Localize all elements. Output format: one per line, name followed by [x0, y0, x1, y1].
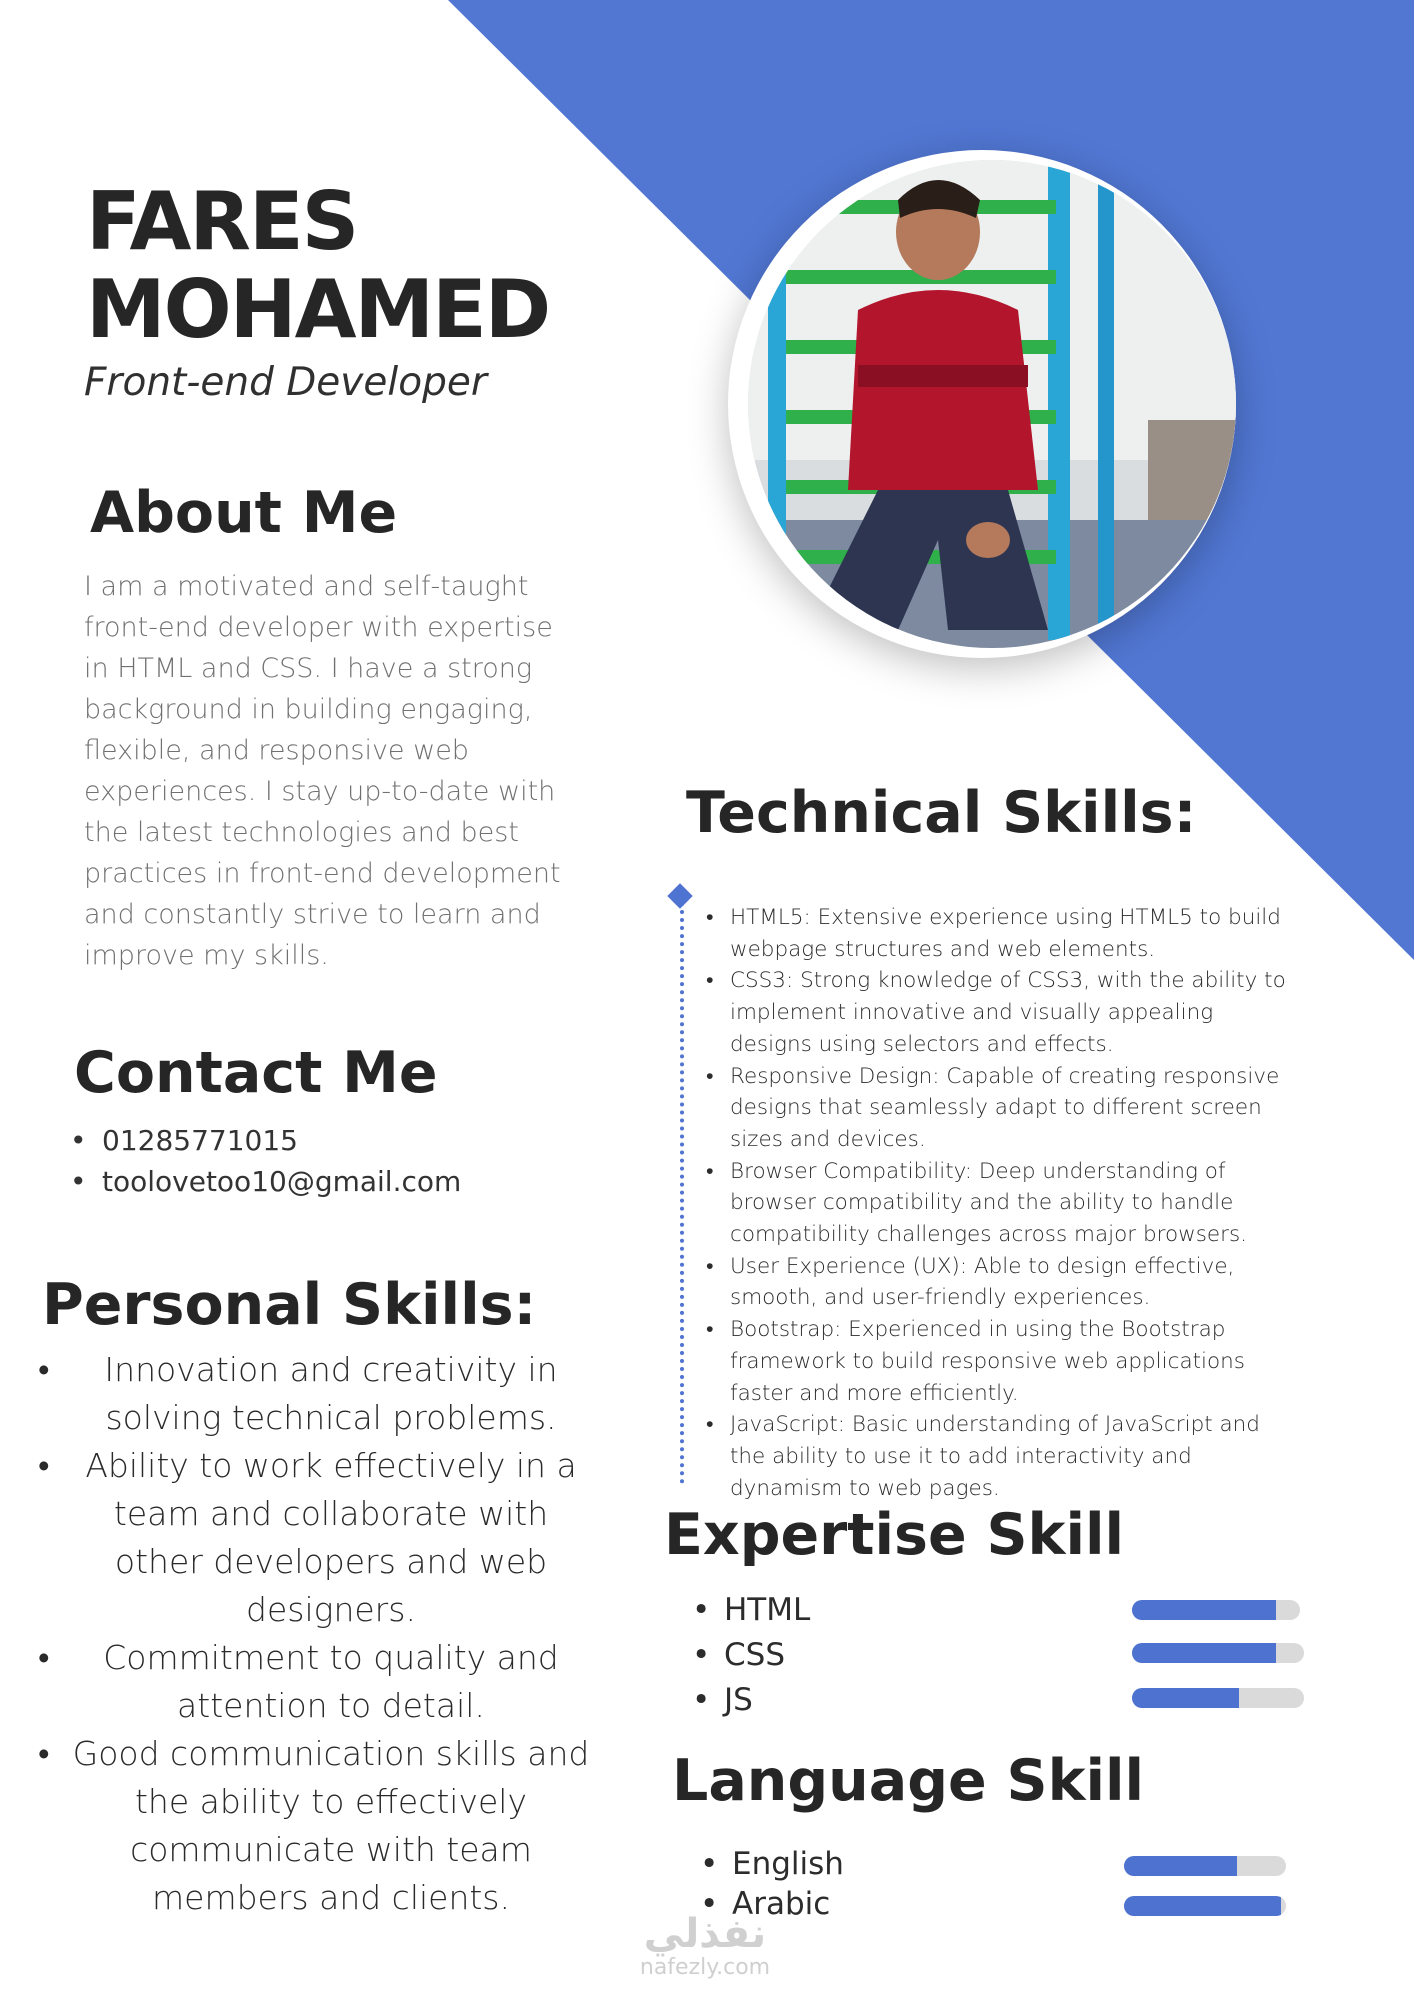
watermark-arabic: نفذلي	[643, 1911, 767, 1957]
expertise-bar-fill	[1132, 1643, 1276, 1663]
language-bar-english	[1124, 1856, 1286, 1876]
technical-skill-item: • User Experience (UX): Able to design effective, smooth, and user-friendly experiences.	[700, 1251, 1290, 1314]
expertise-skill-html: • HTML	[686, 1588, 810, 1633]
expertise-heading: Expertise Skill	[664, 1502, 1125, 1568]
expertise-bar-js	[1132, 1688, 1304, 1708]
expertise-skill-js: • JS	[686, 1678, 810, 1723]
profile-photo	[748, 160, 1236, 648]
last-name: MOHAMED	[86, 263, 550, 356]
language-arabic: • Arabic	[694, 1884, 844, 1924]
personal-skill-item: • Innovation and creativity in solving technical problems.	[30, 1346, 590, 1442]
contact-email[interactable]: • toolovetoo10@gmail.com	[66, 1161, 461, 1202]
watermark-latin: nafezly.com	[639, 1955, 771, 1980]
personal-skills-list	[30, 1346, 590, 1922]
expertise-skill-css: • CSS	[686, 1633, 810, 1678]
portrait-photo-icon	[748, 160, 1236, 648]
language-heading: Language Skill	[672, 1748, 1145, 1814]
language-bar-fill	[1124, 1896, 1281, 1916]
technical-skill-item: • HTML5: Extensive experience using HTML5 to build webpage structures and web elements.	[700, 902, 1290, 965]
technical-skill-item: • Bootstrap: Experienced in using the Bootstrap framework to build responsive web applications faster and more efficiently.	[700, 1314, 1290, 1409]
language-bar-fill	[1124, 1856, 1237, 1876]
personal-skill-item: • Commitment to quality and attention to detail.	[30, 1634, 590, 1730]
personal-skill-item: • Good communication skills and the ability to effectively communicate with team members and clients.	[30, 1730, 590, 1922]
expertise-list	[686, 1588, 810, 1723]
about-heading: About Me	[90, 480, 398, 546]
expertise-bar-html	[1132, 1600, 1300, 1620]
personal-skills-heading: Personal Skills:	[42, 1272, 537, 1338]
job-title: Front-end Developer	[84, 360, 487, 405]
technical-skills-heading: Technical Skills:	[686, 780, 1197, 846]
expertise-bar-fill	[1132, 1600, 1276, 1620]
expertise-bar-css	[1132, 1643, 1304, 1663]
contact-heading: Contact Me	[74, 1040, 438, 1106]
technical-skill-item: • Browser Compatibility: Deep understanding of browser compatibility and the ability to handle compatibility challenges across major browsers.	[700, 1156, 1290, 1251]
technical-skill-item: • JavaScript: Basic understanding of JavaScript and the ability to use it to add interactivity and dynamism to web pages.	[700, 1409, 1290, 1504]
expertise-bar-fill	[1132, 1688, 1239, 1708]
first-name: FARES	[86, 175, 358, 268]
contact-phone: • 01285771015	[66, 1120, 461, 1161]
candidate-name	[86, 175, 550, 356]
technical-skill-item: • CSS3: Strong knowledge of CSS3, with the ability to implement innovative and visually appealing designs using selectors and effects.	[700, 965, 1290, 1060]
timeline-dotted-line	[680, 902, 684, 1484]
technical-skills-list	[700, 902, 1290, 1504]
language-english: • English	[694, 1844, 844, 1884]
contact-list	[66, 1120, 461, 1202]
about-text: I am a motivated and self-taught front-end developer with expertise in HTML and CSS. I have a strong background in building engaging, flexible, and responsive web experiences. I stay up-to-date with the latest technologies and best practices in front-end development and constantly strive to learn and improve my skills.	[84, 571, 561, 971]
watermark	[620, 1912, 790, 1980]
technical-skill-item: • Responsive Design: Capable of creating responsive designs that seamlessly adapt to different screen sizes and devices.	[700, 1061, 1290, 1156]
personal-skill-item: • Ability to work effectively in a team and collaborate with other developers and web designers.	[30, 1442, 590, 1634]
language-bar-arabic	[1124, 1896, 1286, 1916]
